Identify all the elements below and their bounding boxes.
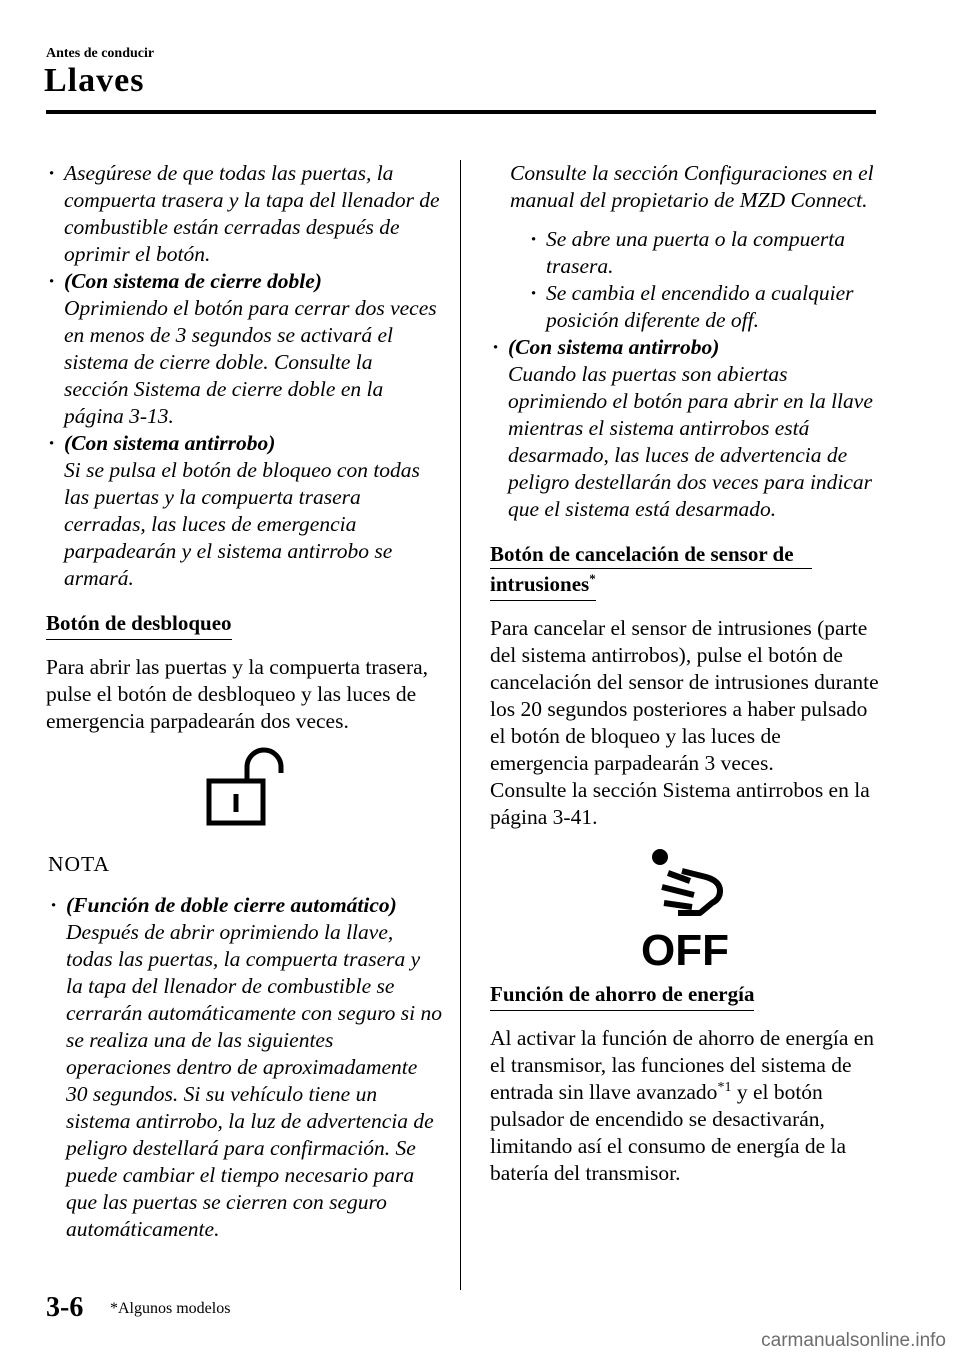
page-number: 3-6 [46, 1292, 84, 1323]
heading-underline [490, 568, 812, 569]
left-column [46, 160, 442, 1243]
unlock-paragraph: Para abrir las puertas y la compuerta trasera, pulse el botón de desbloqueo y las luces de emergencia parpadearán dos veces. [46, 655, 429, 733]
sub-bullet-text: · Se abre una puerta o la compuerta trasera. [546, 227, 845, 278]
intrusion-paragraph: Para cancelar el sensor de intrusiones (parte del sistema antirrobos), pulse el botón de cancelación del sensor de intrusiones durante los 20 segundos posteriores a haber pulsado el botón de bloqueo y las luces de emergencia parpadearán 3 veces. [490, 616, 879, 775]
list-item [46, 160, 442, 268]
intrusion-sensor-off-icon [490, 843, 880, 973]
footnote-mark: * [589, 571, 596, 586]
sub-bullet-text: · Se cambia el encendido a cualquier posición diferente de off. [546, 281, 854, 332]
energy-text-b: y el botón pulsador de encendido se desactivarán, limitando así el consumo de energía de la batería del transmisor. [490, 1080, 847, 1185]
bullet-title: · (Con sistema antirrobo) [508, 335, 720, 359]
off-label: OFF [641, 926, 729, 973]
energy-paragraph [490, 1025, 880, 1187]
bullet-text: Si se pulsa el botón de bloqueo con todas las puertas y la compuerta trasera cerradas, las luces de emergencia parpadearán y el sistema antirrobo se armará. [64, 458, 420, 590]
section-label: Antes de conducir [46, 46, 155, 61]
heading-text: intrusiones [490, 572, 590, 596]
bullet-title: · (Función de doble cierre automático) [66, 893, 397, 917]
watermark: carmanualsonline.info [761, 1330, 946, 1351]
footnote-mark: *1 [717, 1079, 732, 1095]
list-item [490, 334, 880, 523]
bullet-text: Después de abrir oprimiendo la llave, todas las puertas, la compuerta trasera y la tapa del llenador de combustible se cerrarán automáticamente con seguro si no se realiza una de las siguientes operaciones dentro de aproximadamente 30 segundos. Si su vehículo tiene un sistema antirrobo, la luz de advertencia de peligro destellará para confirmación. Se puede cambiar el tiempo necesario para que las puertas se cierren con seguro automáticamente. [66, 920, 442, 1241]
list-item [528, 226, 880, 280]
section-heading-unlock: Botón de desbloqueo [46, 610, 232, 640]
bullet-text: · Asegúrese de que todas las puertas, la compuerta trasera y la tapa del llenador de combustible están cerradas después de oprimir el botón. [64, 161, 440, 266]
footnote: *Algunos modelos [110, 1300, 231, 1317]
column-divider [460, 160, 461, 1290]
list-item [48, 892, 442, 1243]
bullet-title: · (Con sistema antirrobo) [64, 431, 276, 455]
bullet-text: Cuando las puertas son abiertas oprimiendo el botón para abrir en la llave mientras el sistema antirrobos está desarmado, las luces de advertencia de peligro destellarán dos veces para indicar que el sistema está desarmado. [508, 362, 873, 521]
section-heading-intrusion-line2 [490, 571, 596, 601]
section-heading-intrusion-line1: Botón de cancelación de sensor de [490, 542, 794, 566]
header-rule [46, 110, 876, 114]
page-title: Llaves [44, 62, 145, 99]
unlock-icon [46, 745, 442, 833]
list-item [528, 280, 880, 334]
intrusion-reference: Consulte la sección Sistema antirrobos en la página 3-41. [490, 778, 870, 829]
bullet-text: Oprimiendo el botón para cerrar dos veces en menos de 3 segundos se activará el sistema de cierre doble. Consulte la sección Sistema de cierre doble en la página 3-13. [64, 296, 437, 428]
list-item [46, 430, 442, 592]
right-column [490, 160, 880, 1187]
energy-text-a: Al activar la función de ahorro de energía en el transmisor, las funciones del sistema de entrada sin llave avanzado [490, 1026, 875, 1104]
bullet-title: · (Con sistema de cierre doble) [64, 269, 322, 293]
note-label: NOTA [48, 852, 110, 876]
continued-text: Consulte la sección Configuraciones en el manual del propietario de MZD Connect. [510, 161, 874, 212]
list-item [46, 268, 442, 430]
section-heading-energy: Función de ahorro de energía [490, 981, 754, 1011]
